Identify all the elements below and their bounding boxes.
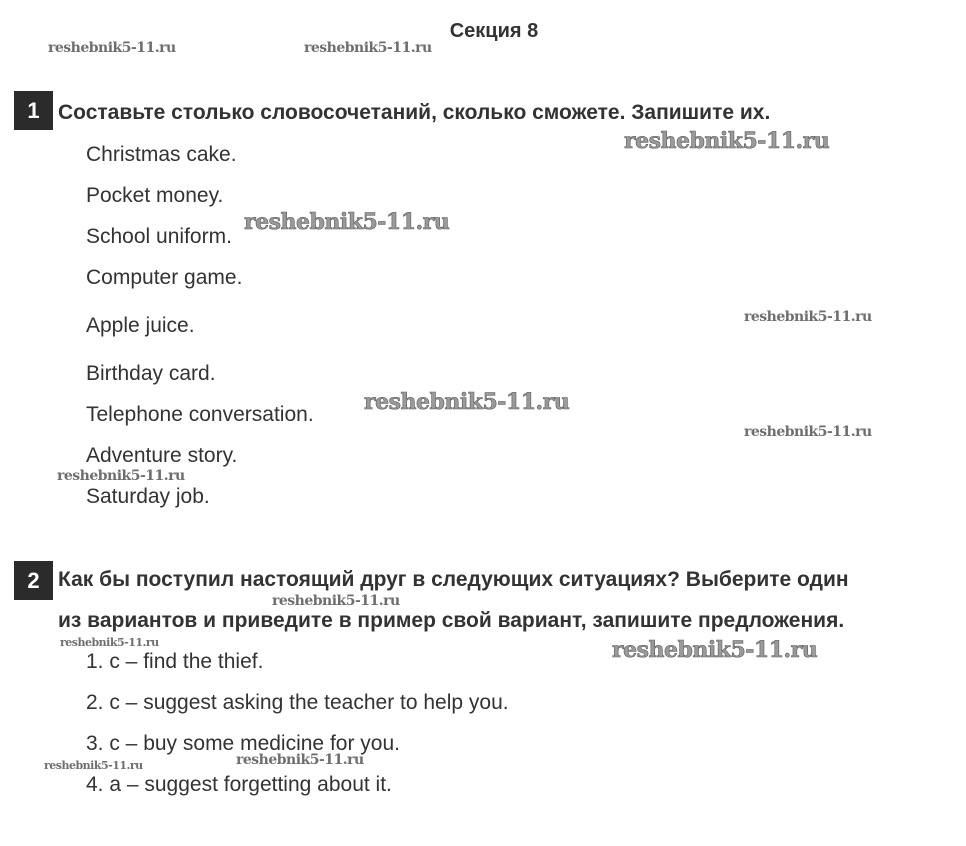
- task-2-answer-2: 2. c – suggest asking the teacher to help you.: [86, 691, 509, 714]
- watermark: reshebnik5-11.ru: [60, 636, 159, 649]
- task-1-answer-8: Adventure story.: [86, 444, 238, 467]
- task-1-answer-6: Birthday card.: [86, 362, 216, 385]
- watermark: reshebnik5-11.ru: [236, 752, 364, 768]
- task-1-answer-3: School uniform.: [86, 225, 232, 248]
- watermark: reshebnik5-11.ru: [48, 40, 176, 56]
- watermark: reshebnik5-11.ru: [364, 389, 570, 415]
- watermark: reshebnik5-11.ru: [612, 637, 818, 663]
- watermark: reshebnik5-11.ru: [272, 593, 400, 609]
- task-2-answer-3: 3. c – buy some medicine for you.: [86, 732, 400, 755]
- task-1-instruction: Составьте столько словосочетаний, сколько сможете. Запишите их.: [58, 101, 771, 124]
- task-2-answer-4: 4. a – suggest forgetting about it.: [86, 773, 392, 796]
- task-1-answer-7: Telephone conversation.: [86, 403, 314, 426]
- task-2-instruction-line-1: Как бы поступил настоящий друг в следующих ситуациях? Выберите один: [58, 568, 849, 591]
- task-1-answer-2: Pocket money.: [86, 184, 224, 207]
- watermark: reshebnik5-11.ru: [44, 759, 143, 772]
- watermark: reshebnik5-11.ru: [244, 209, 450, 235]
- task-1-number: 1: [14, 91, 53, 130]
- section-title: Секция 8: [449, 20, 539, 42]
- task-1-answer-1: Christmas cake.: [86, 143, 237, 166]
- task-1-answer-9: Saturday job.: [86, 485, 210, 508]
- watermark: reshebnik5-11.ru: [57, 468, 185, 484]
- task-1-answer-5: Apple juice.: [86, 314, 195, 337]
- task-2-answer-1: 1. c – find the thief.: [86, 650, 264, 673]
- task-2-instruction-line-2: из вариантов и приведите в пример свой вариант, запишите предложения.: [58, 609, 845, 632]
- watermark: reshebnik5-11.ru: [744, 309, 872, 325]
- task-1-answer-4: Computer game.: [86, 266, 243, 289]
- watermark: reshebnik5-11.ru: [744, 424, 872, 440]
- watermark: reshebnik5-11.ru: [624, 128, 830, 154]
- task-2-number: 2: [14, 561, 53, 600]
- watermark: reshebnik5-11.ru: [304, 40, 432, 56]
